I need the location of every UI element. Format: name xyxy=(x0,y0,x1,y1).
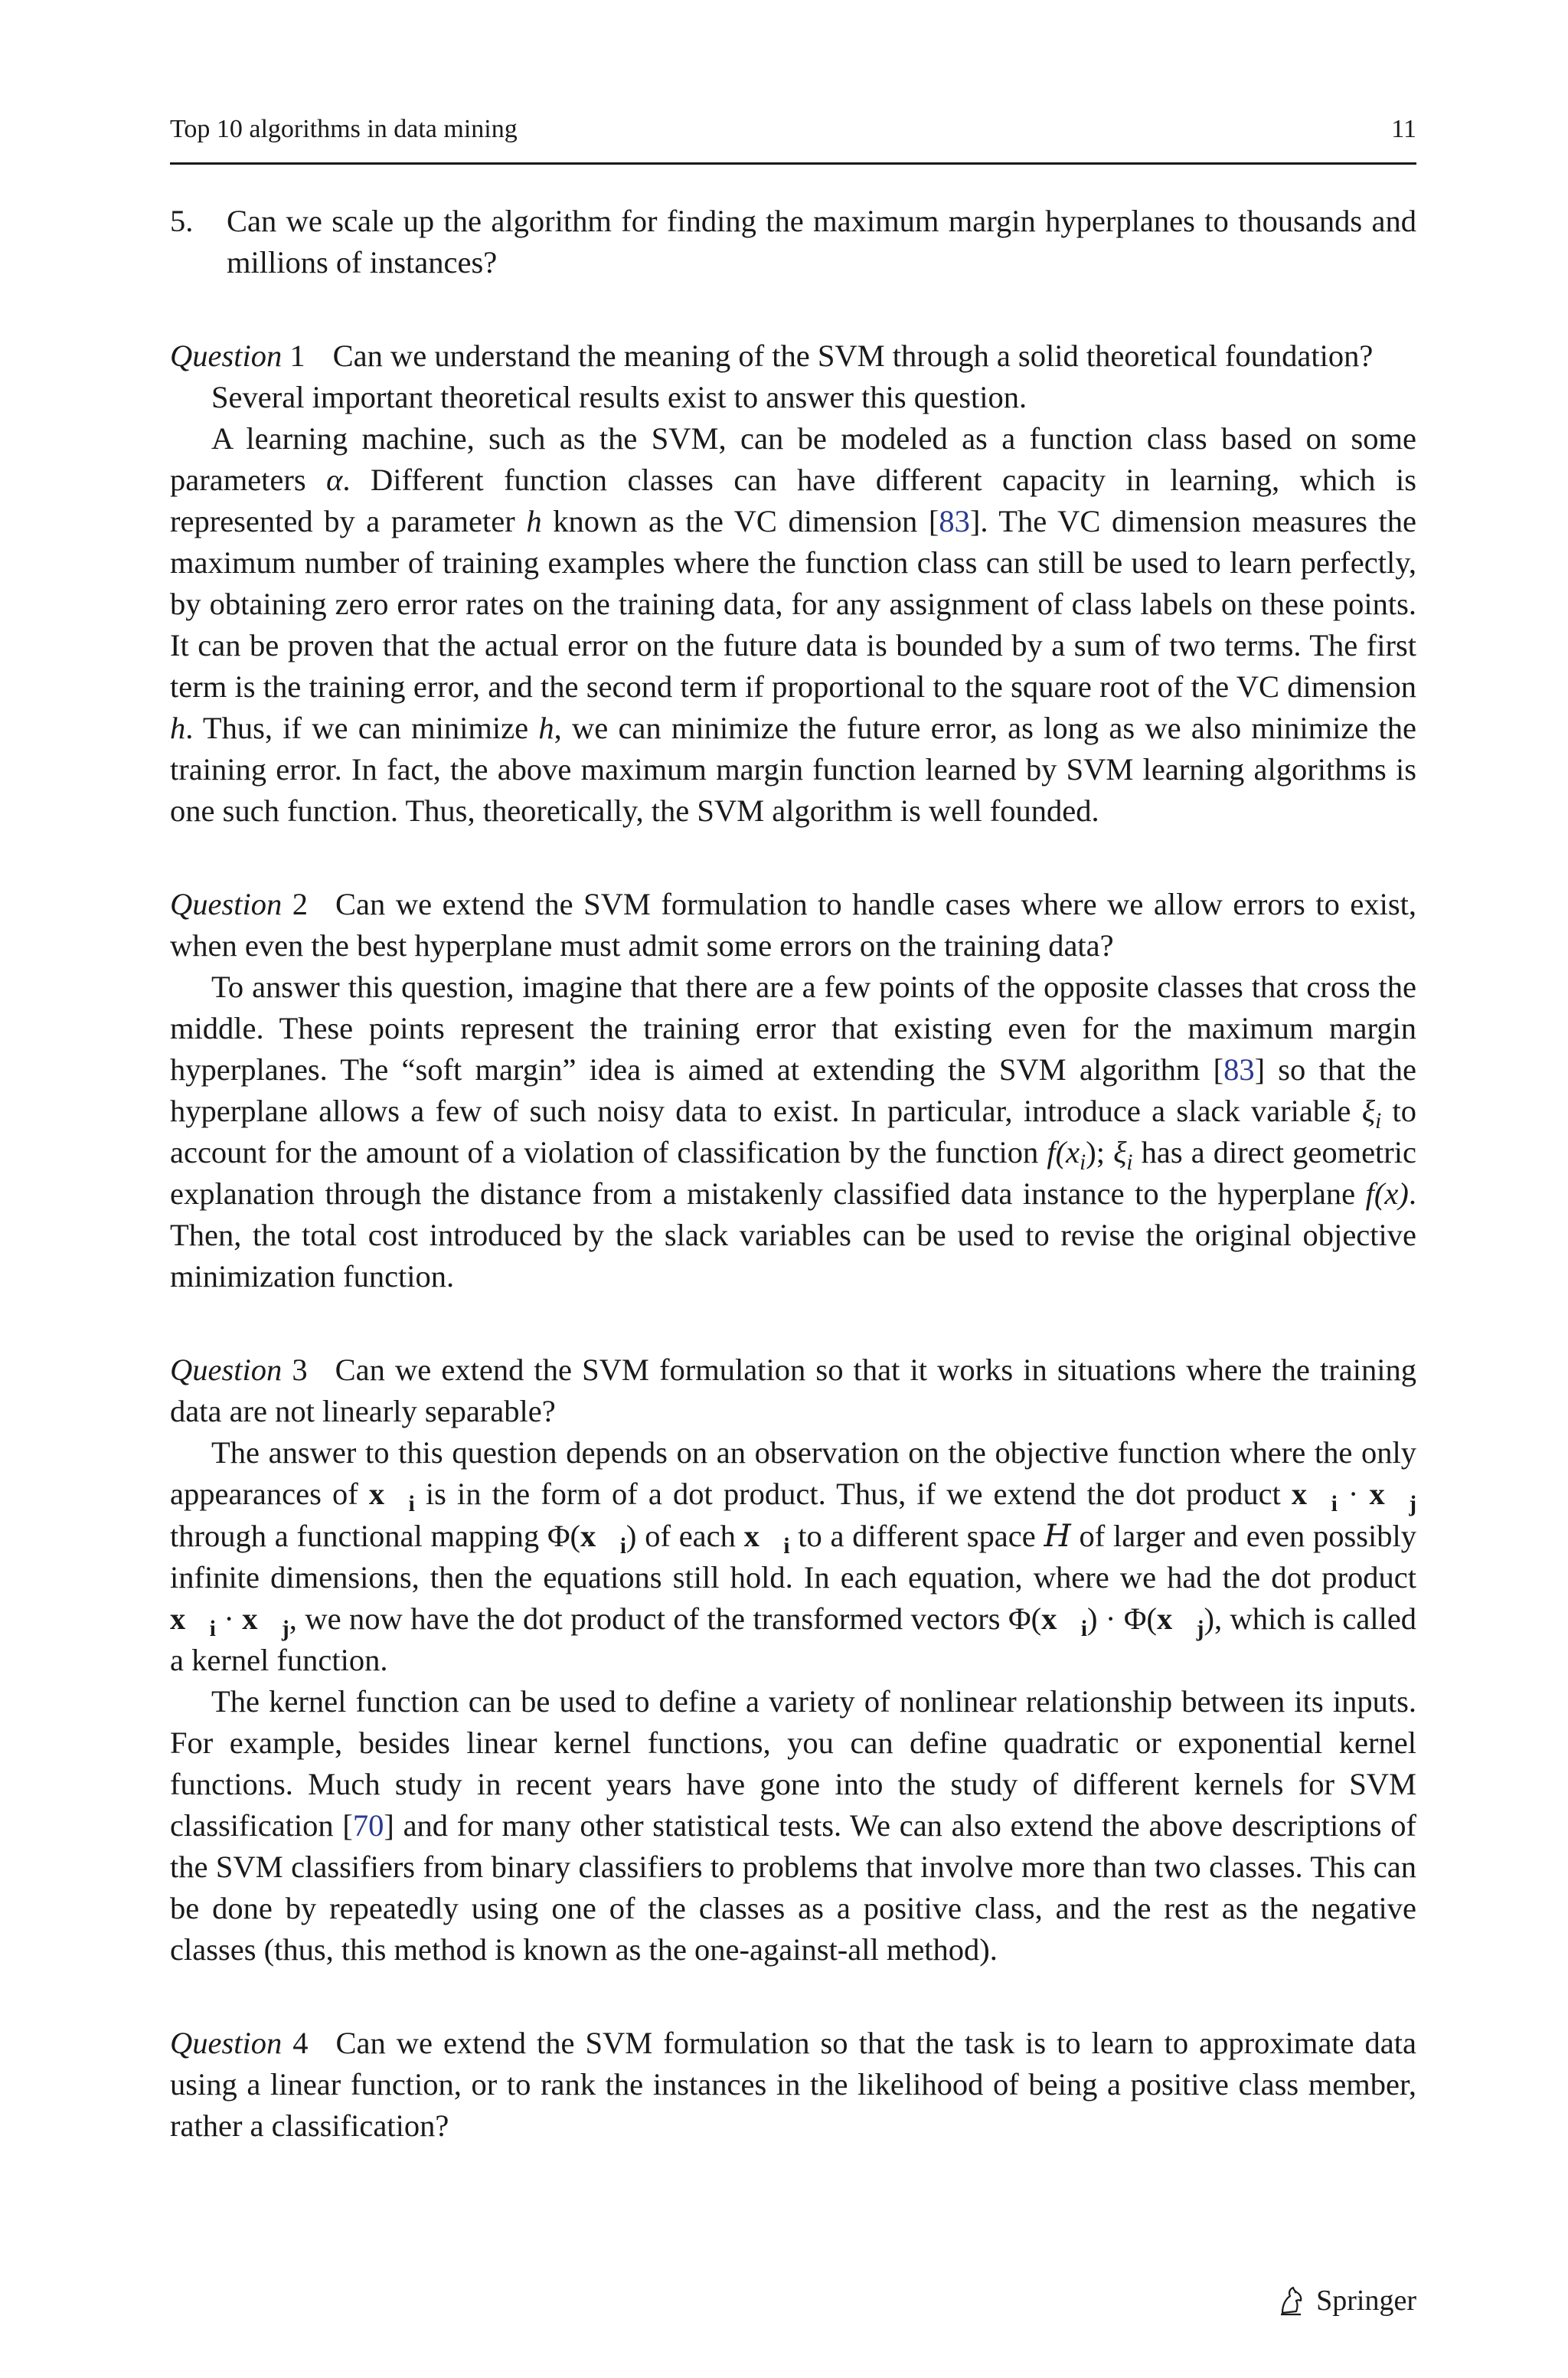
paragraph-text: ); xyxy=(1086,1135,1105,1169)
citation-link[interactable]: 83 xyxy=(1223,1052,1255,1087)
paragraph-text: . Then, the total cost introduced by the slack variables can be used to revise the original objective minimization function. xyxy=(170,1176,1416,1294)
question-1 xyxy=(170,335,1416,377)
question-label: Question xyxy=(170,339,283,373)
paragraph xyxy=(170,967,1416,1297)
paragraph-text: , which is called a kernel function. xyxy=(170,1601,1417,1677)
question-text: Can we extend the SVM formulation so that it works in situations where the training data are not linearly separable? xyxy=(170,1353,1416,1428)
paragraph xyxy=(170,1432,1416,1681)
vector-x-i: $x⃗_i$ xyxy=(368,1477,415,1517)
question-number: 4 xyxy=(292,2026,309,2060)
question-label: Question xyxy=(170,2026,283,2060)
question-label: Question xyxy=(170,887,283,921)
question-3 xyxy=(170,1349,1416,1432)
vector-x-j: $x⃗_j$ xyxy=(1369,1477,1417,1517)
paragraph-text: of larger and even possibly infinite dimensions, then the equations still hold. In each equation, where we had the dot product xyxy=(170,1519,1416,1595)
paragraph-text: The answer to this question depends on an observation on the objective function where the only appearances of xyxy=(170,1435,1416,1511)
paragraph-text: The kernel function can be used to define a variety of nonlinear relationship between its inputs. For example, besides linear kernel functions, you can define quadratic or exponential kernel functions. Much study in recent years have gone into the study of different kernels for SVM classification [ xyxy=(170,1684,1416,1843)
dot-operator: · xyxy=(1348,1477,1359,1511)
paragraph-text: . Different function classes can have different capacity in learning, which is represented by a parameter xyxy=(170,463,1417,538)
citation-link[interactable]: 83 xyxy=(939,504,970,538)
xi-symbol: $\xi_i$ xyxy=(1361,1094,1382,1134)
body-text xyxy=(170,201,1416,2147)
xi-symbol: $\xi_i$ xyxy=(1113,1135,1133,1176)
list-item-5 xyxy=(170,201,1416,283)
running-header xyxy=(170,115,1416,165)
paragraph-text: , we now have the dot product of the transformed vectors xyxy=(289,1601,1001,1636)
paragraph-text: ]. The VC dimension measures the maximum number of training examples where the function class can still be used to learn perfectly, by obtaining zero error rates on the training data, for any assignment of class labels on these points. It can be proven that the actual error on the future data is bounded by a sum of two terms. The first term is the training error, and the second term if proportional to the square root of the VC dimension xyxy=(170,504,1417,704)
question-number: 2 xyxy=(292,887,309,921)
citation-link[interactable]: 70 xyxy=(352,1808,384,1843)
dot-operator: · xyxy=(224,1601,234,1636)
question-text: Can we extend the SVM formulation so that the task is to learn to approximate data using a linear function, or to rank the instances in the likelihood of being a positive class member, rather a classification? xyxy=(170,2026,1417,2143)
vector-x-i: $x⃗_i$ xyxy=(743,1519,790,1559)
f-x-expression: f(x) xyxy=(1365,1176,1409,1211)
paragraph-text: known as the VC dimension [ xyxy=(553,504,939,538)
dot-operator: · xyxy=(1105,1601,1116,1636)
page-number: 11 xyxy=(1391,115,1416,143)
vector-x-j: $x⃗_j$ xyxy=(242,1601,289,1642)
paragraph-text: , we can minimize the future error, as long as we also minimize the training error. In fact, the above maximum margin function learned by SVM learning algorithms is one such function. Thus, theoretically, the SVM algorithm is well founded. xyxy=(170,711,1417,828)
list-number: 5. xyxy=(170,204,194,238)
f-xi-expression: $f(x_i$ xyxy=(1047,1135,1086,1176)
question-number: 1 xyxy=(289,339,305,373)
paragraph-text: is in the form of a dot product. Thus, if we extend the dot product xyxy=(425,1477,1281,1511)
paragraph-text: A learning machine, such as the SVM, can be modeled as a function class based on some parameters xyxy=(170,421,1416,497)
question-number: 3 xyxy=(292,1353,308,1387)
h-symbol: h xyxy=(538,711,554,745)
running-title: Top 10 algorithms in data mining xyxy=(170,115,518,143)
h-symbol: h xyxy=(526,504,542,538)
paragraph-text: through a functional mapping xyxy=(170,1519,540,1553)
paragraph xyxy=(170,418,1416,832)
paragraph-text: ] and for many other statistical tests. We can also extend the above descriptions of the SVM classifiers from binary classifiers to problems that involve more than two classes. This can be done by repeatedly using one of the classes as a positive class, and the rest as the negative classes (thus, this method is known as the one-against-all method). xyxy=(170,1808,1416,1967)
question-label: Question xyxy=(170,1353,283,1387)
springer-horse-icon xyxy=(1275,2284,1308,2317)
publisher-footer xyxy=(1275,2284,1416,2317)
paragraph-text: of each xyxy=(645,1519,736,1553)
paragraph-text: has a direct geometric explanation through the distance from a mistakenly classified data instance to the hyperplane xyxy=(170,1135,1417,1211)
h-symbol: h xyxy=(170,711,186,745)
question-4 xyxy=(170,2023,1416,2147)
question-text: Can we extend the SVM formulation to handle cases where we allow errors to exist, when even the best hyperplane must admit some errors on the training data? xyxy=(170,887,1417,963)
question-2 xyxy=(170,884,1416,967)
vector-x-i: $x⃗_i$ xyxy=(170,1601,216,1642)
question-text: Can we understand the meaning of the SVM through a solid theoretical foundation? xyxy=(332,339,1374,373)
paragraph-text: Several important theoretical results exist to answer this question. xyxy=(211,380,1027,414)
phi-expression: $\Phi(x⃗_j)$ xyxy=(1123,1601,1214,1642)
publisher-name: Springer xyxy=(1316,2285,1416,2317)
phi-expression: $\Phi(x⃗_i)$ xyxy=(547,1519,637,1559)
vector-x-i: $x⃗_i$ xyxy=(1291,1477,1338,1517)
paragraph-text: to account for the amount of a violation of classification by the function xyxy=(170,1094,1417,1169)
paragraph-text: ] so that the hyperplane allows a few of such noisy data to exist. In particular, introduce a slack variable xyxy=(170,1052,1416,1128)
list-text: Can we scale up the algorithm for finding the maximum margin hyperplanes to thousands and millions of instances? xyxy=(227,204,1416,280)
paragraph-text: to a different space xyxy=(798,1519,1036,1553)
phi-expression: $\Phi(x⃗_i)$ xyxy=(1008,1601,1098,1642)
paragraph xyxy=(170,377,1416,418)
hilbert-space-symbol: H xyxy=(1044,1517,1071,1554)
paragraph-text: To answer this question, imagine that there are a few points of the opposite classes that cross the middle. These points represent the training error that existing even for the maximum margin hyperplanes. The “soft margin” idea is aimed at extending the SVM algorithm [ xyxy=(170,970,1416,1087)
paragraph xyxy=(170,1681,1416,1971)
alpha-symbol: α xyxy=(326,463,343,497)
paragraph-text: . Thus, if we can minimize xyxy=(185,711,529,745)
